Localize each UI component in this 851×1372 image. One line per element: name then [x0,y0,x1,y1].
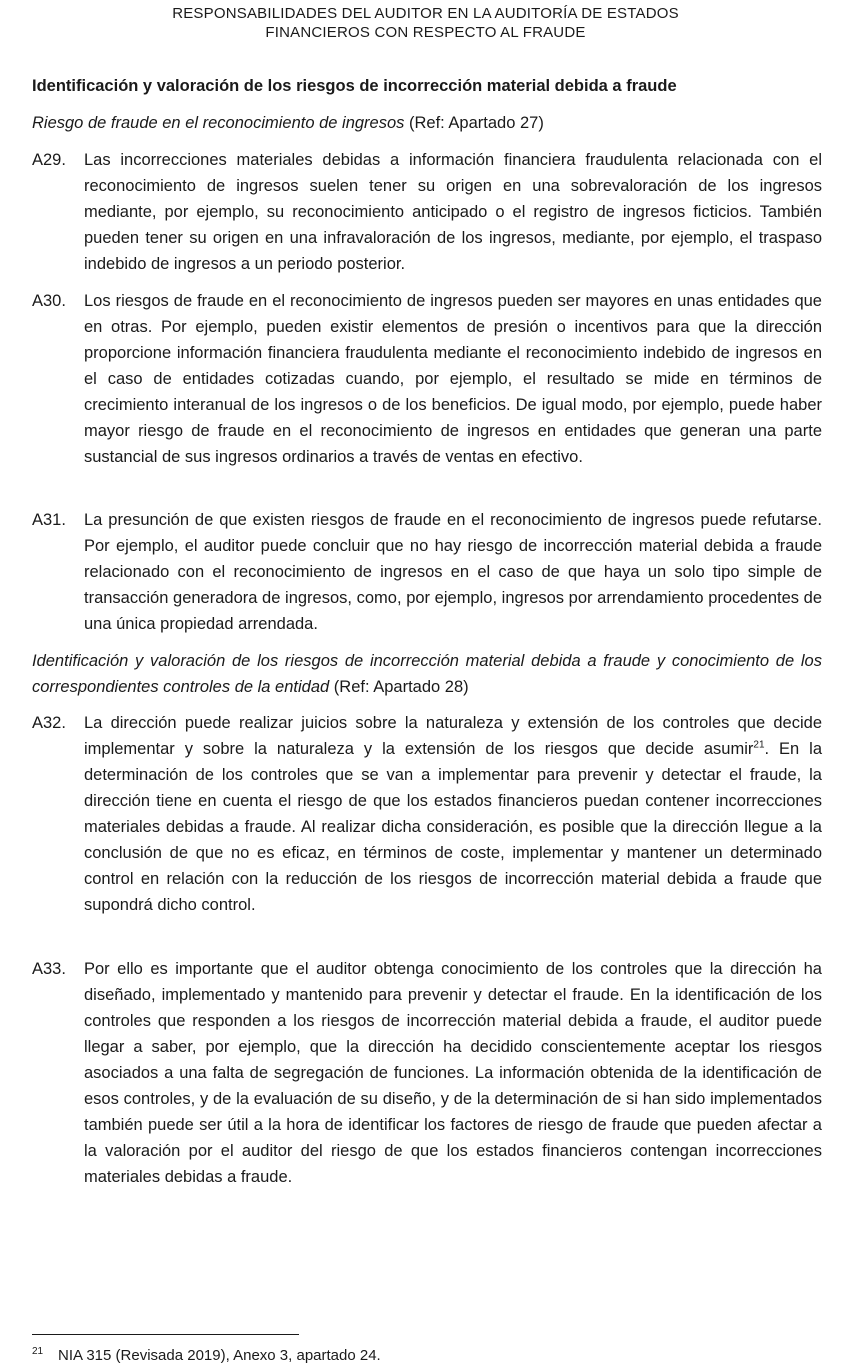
paragraph-text: Por ello es importante que el auditor obtenga conocimiento de los controles que la dirección ha diseñado, implementado y mantenido para prevenir y detectar el fraude. En la identificación de los controles que responden a los riesgos de incorrección material debida a fraude, el auditor puede llegar a saber, por ejemplo, que la dirección ha decidido conscientemente aceptar los riesgos asociados a una falta de segregación de funciones. La información obtenida de la identificación de esos controles, y de la evaluación de su diseño, y de la determinación de si han sido implementados también puede ser útil a la hora de identificar los factores de riesgo de fraude que pueden afectar a la valoración por el auditor del riesgo de que los estados financieros contengan incorrecciones materiales debidas a fraude. [84,960,822,1186]
subheading-revenue-recognition [32,110,822,136]
footnote-mark: 21 [32,1346,44,1357]
paragraph-a33 [32,956,822,1190]
subheading-controls [32,648,822,700]
paragraph-number: A31. [32,511,66,529]
paragraph-number: A32. [32,714,66,732]
section-heading: Identificación y valoración de los riesgos de incorrección material debida a fraude [32,77,677,95]
subheading-title: Identificación y valoración de los riesgos de incorrección material debida a fraude y conocimiento de los correspondientes controles de la entidad [32,652,822,696]
subheading-reference: (Ref: Apartado 28) [329,678,469,696]
footnote-reference[interactable]: 21 [753,739,765,751]
paragraph-a31 [32,507,822,637]
paragraph-text-part-1: La dirección puede realizar juicios sobre la naturaleza y extensión de los controles que decide implementar y sobre la naturaleza y la extensión de los riesgos que decide asumir [84,714,822,758]
running-header [0,4,851,42]
footnote-text: NIA 315 (Revisada 2019), Anexo 3, apartado 24. [58,1347,381,1364]
paragraph-number: A29. [32,151,66,169]
paragraph-a29 [32,147,822,277]
paragraph-text: La presunción de que existen riesgos de fraude en el reconocimiento de ingresos puede refutarse. Por ejemplo, el auditor puede concluir que no hay riesgo de incorrección material debida a fraude relacionado con el reconocimiento de ingresos en el caso de que haya un solo tipo simple de transacción generadora de ingresos, como, por ejemplo, ingresos por arrendamiento procedentes de una única propiedad arrendada. [84,511,822,633]
paragraph-a30 [32,288,822,470]
paragraph-text: Las incorrecciones materiales debidas a información financiera fraudulenta relacionada con el reconocimiento de ingresos suelen tener su origen en una sobrevaloración de los ingresos mediante, por ejemplo, su reconocimiento anticipado o el registro de ingresos ficticios. También pueden tener su origen en una infravaloración de los ingresos, mediante, por ejemplo, el traspaso indebido de ingresos a un periodo posterior. [84,151,822,273]
paragraph-number: A30. [32,292,66,310]
paragraph-number: A33. [32,960,66,978]
footnote-divider [32,1334,299,1335]
running-header-line-1: RESPONSABILIDADES DEL AUDITOR EN LA AUDITORÍA DE ESTADOS [172,5,679,22]
paragraph-text: Los riesgos de fraude en el reconocimiento de ingresos pueden ser mayores en unas entidades que en otras. Por ejemplo, pueden existir elementos de presión o incentivos para que la dirección proporcione información financiera fraudulenta mediante el reconocimiento indebido de ingresos en el caso de entidades cotizadas cuando, por ejemplo, el resultado se mide en términos de crecimiento interanual de los ingresos o de los beneficios. De igual modo, por ejemplo, puede haber mayor riesgo de fraude en el reconocimiento de ingresos en entidades que generan una parte sustancial de sus ingresos ordinarios a través de ventas en efectivo. [84,292,822,466]
paragraph-a32 [32,710,822,918]
subheading-reference: (Ref: Apartado 27) [404,114,544,132]
footnote [32,1346,822,1366]
running-header-line-2: FINANCIEROS CON RESPECTO AL FRAUDE [265,24,586,41]
paragraph-text-part-2: . En la determinación de los controles que se van a implementar para prevenir y detectar el fraude, la dirección tiene en cuenta el riesgo de que los estados financieros puedan contener incorrecciones materiales debidas a fraude. Al realizar dicha consideración, es posible que la dirección llegue a la conclusión de que no es eficaz, en términos de coste, implementar y mantener un determinado control en relación con la reducción de los riesgos de incorrección material debida a fraude que supondrá dicho control. [84,740,822,914]
paragraph-text [84,710,822,918]
subheading-title: Riesgo de fraude en el reconocimiento de ingresos [32,114,405,132]
